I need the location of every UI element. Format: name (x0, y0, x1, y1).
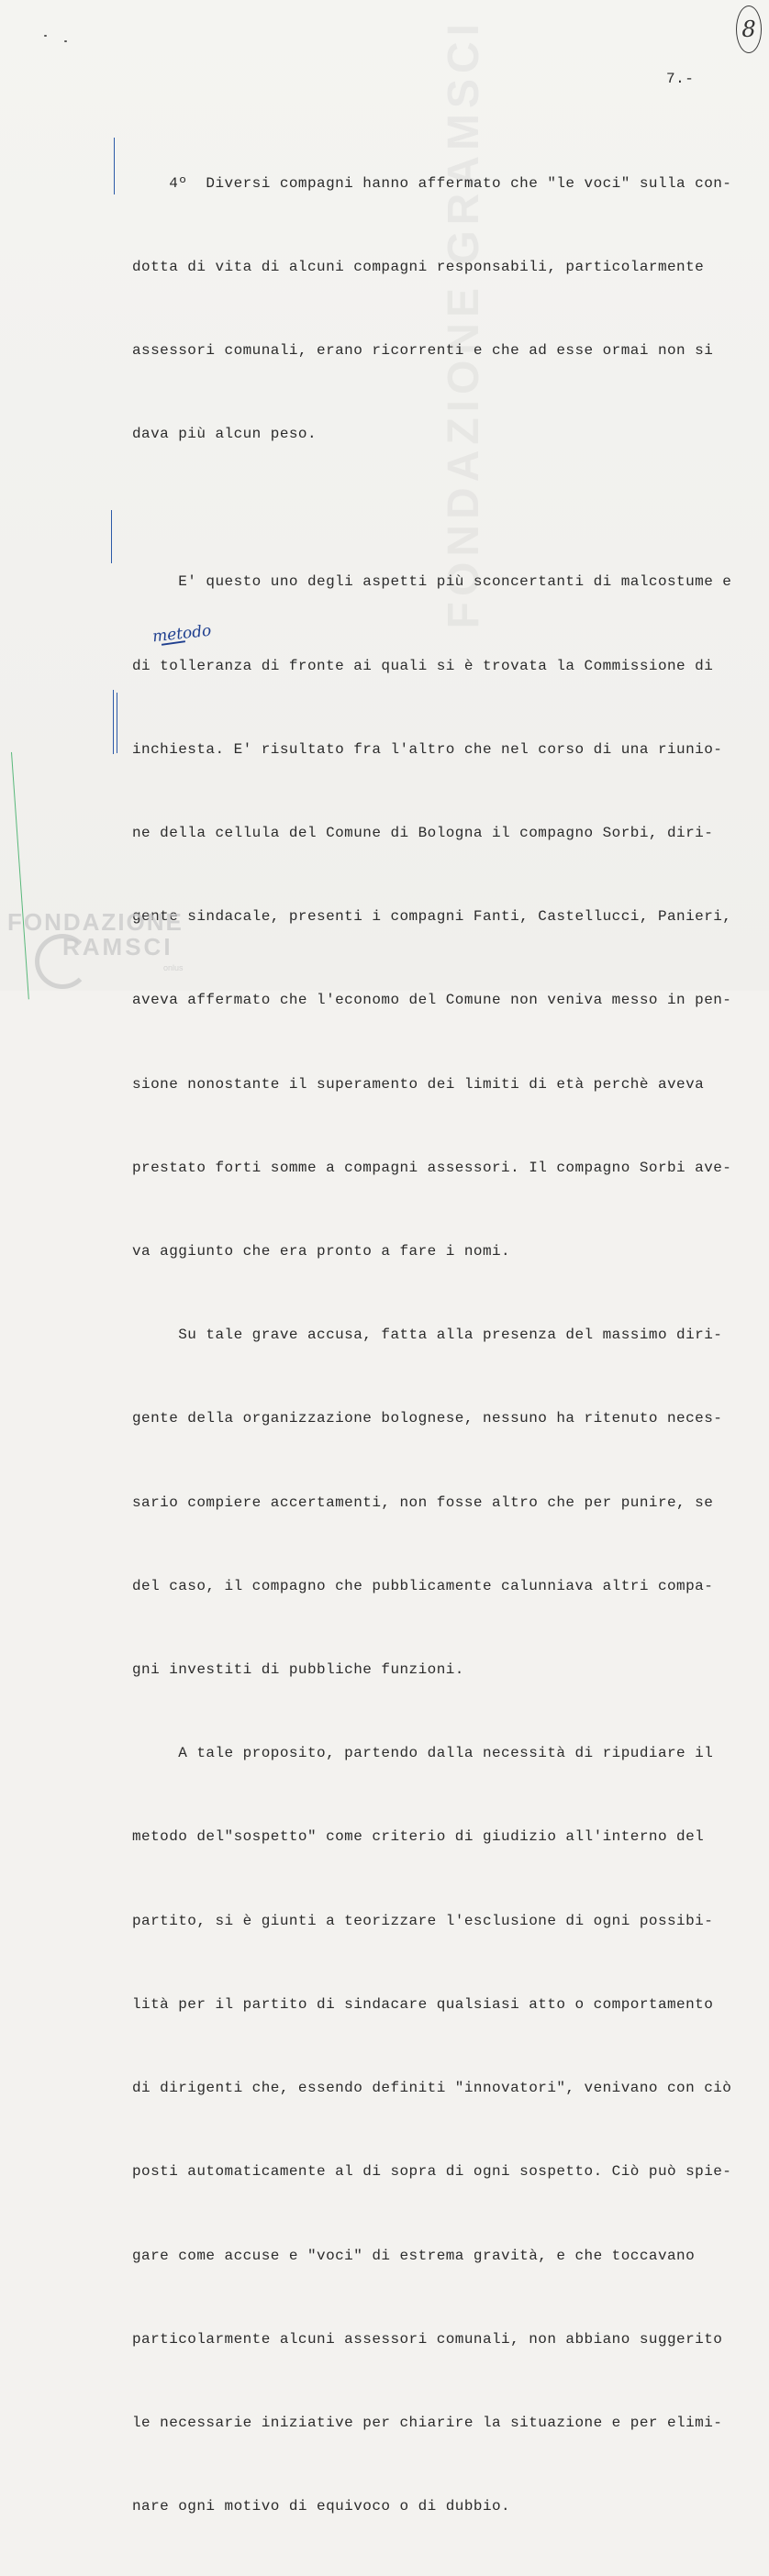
typed-body (132, 114, 738, 2576)
vertical-watermark: FONDAZIONE GRAMSCI (440, 18, 488, 629)
page-number: 7.- (666, 71, 695, 87)
logo-line-2: RAMSCI (62, 933, 173, 960)
text-line: 4º Diversi compagni hanno affermato che "le voci" sulla con- (132, 174, 732, 192)
text-line: dava più alcun peso. (132, 426, 318, 443)
text-line: di dirigenti che, essendo definiti "innovatori", venivano con ciò (132, 2080, 732, 2097)
text-line: E' questo uno degli aspetti più sconcertanti di malcostume e (132, 573, 732, 591)
text-line: metodo del"sospetto" come criterio di giudizio all'interno del (132, 1828, 705, 1846)
margin-mark (111, 510, 112, 563)
text-line: gente della organizzazione bolognese, nessuno ha ritenuto neces- (132, 1410, 723, 1427)
text-line: del caso, il compagno che pubblicamente calunniava altri compa- (132, 1577, 714, 1594)
text-line: sario compiere accertamenti, non fosse altro che per punire, se (132, 1493, 714, 1511)
text-line: aveva affermato che l'economo del Comune non veniva messo in pen- (132, 992, 732, 1009)
text-line: assessori comunali, erano ricorrenti e che ad esse ormai non si (132, 342, 714, 360)
text-line: A tale proposito, partendo dalla necessità di ripudiare il (132, 1745, 714, 1762)
text-line: prestato forti somme a compagni assessori. Il compagno Sorbi ave- (132, 1159, 732, 1176)
text-line: sione nonostante il superamento dei limiti di età perchè aveva (132, 1075, 705, 1093)
folio-number-circled: 8 (736, 6, 762, 53)
text-line: lità per il partito di sindacare qualsiasi atto o comportamento (132, 1995, 714, 2013)
fondazione-gramsci-logo (7, 908, 184, 972)
margin-mark (113, 690, 114, 754)
text-line: di tolleranza di fronte ai quali si è trovata la Commissione di (132, 657, 714, 674)
logo-line-1: FONDAZIONE (7, 908, 184, 936)
text-line: gente sindacale, presenti i compagni Fanti, Castellucci, Panieri, (132, 908, 732, 926)
handwritten-correction: metodo (151, 621, 213, 647)
text-line: Su tale grave accusa, fatta alla presenza del massimo diri- (132, 1327, 723, 1344)
paragraph-gap (132, 505, 738, 513)
text-line: posti automaticamente al di sopra di ogni sospetto. Ciò può spie- (132, 2163, 732, 2181)
text-line: partito, si è giunti a teorizzare l'esclusione di ogni possibi- (132, 1912, 714, 1929)
text-line: particolarmente alcuni assessori comunali, non abbiano suggerito (132, 2330, 723, 2348)
text-line: gare come accuse e "voci" di estrema gravità, e che toccavano (132, 2247, 696, 2264)
text-line: inchiesta. E' risultato fra l'altro che nel corso di una riunio- (132, 740, 723, 758)
text-line: le necessarie iniziative per chiarire la situazione e per elimi- (132, 2414, 723, 2431)
text-line: va aggiunto che era pronto a fare i nomi. (132, 1243, 511, 1260)
text-line: nare ogni motivo di equivoco o di dubbio. (132, 2498, 511, 2515)
ink-speck (64, 40, 67, 42)
ink-speck (44, 35, 47, 37)
scan-edge-line (11, 752, 29, 999)
text-line: ne della cellula del Comune di Bologna il compagno Sorbi, diri- (132, 825, 714, 842)
text-line: dotta di vita di alcuni compagni responsabili, particolarmente (132, 259, 705, 276)
text-line: gni investiti di pubbliche funzioni. (132, 1661, 464, 1679)
logo-g-ring (35, 934, 90, 989)
logo-suffix: onlus (163, 963, 184, 972)
margin-mark (114, 138, 115, 194)
